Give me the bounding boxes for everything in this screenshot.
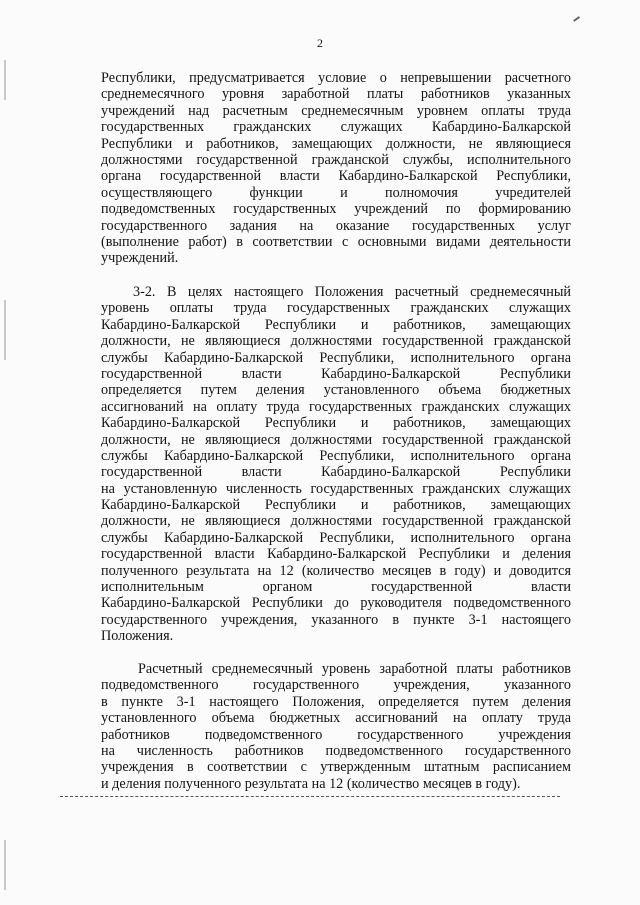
margin-scan-mark [4,300,6,360]
text-line: должности, не являющиеся должностями государственной гражданской [101,513,571,530]
text-line: Республики, предусматривается условие о непревышении расчетного [101,70,571,86]
text-line: Кабардино-Балкарской Республики и работников, замещающих [101,316,571,333]
text-line: Расчетный среднемесячный уровень заработной платы работников [138,661,571,677]
text-line: службы Кабардино-Балкарской Республики, исполнительного органа [101,349,571,366]
page-number: 2 [317,36,323,50]
margin-scan-mark [4,840,6,890]
text-line: государственных гражданских служащих Кабардино-Балкарской [101,119,571,136]
scan-mark [573,16,580,21]
text-line: Кабардино-Балкарской Республики и работников, замещающих [101,497,571,514]
text-line: осуществляющего функции и полномочия учредителей [101,184,571,201]
text-line: учреждения в соответствии с утвержденным штатным расписанием [101,759,571,776]
text-line: государственной власти Кабардино-Балкарской Республики и деления [101,546,571,563]
text-line: подведомственных государственных учреждений по формированию [101,201,571,218]
text-line: (выполнение работ) в соответствии с основными видами деятельности [101,233,571,250]
text-line: исполнительным органом государственной власти [101,579,571,596]
text-line: учреждений. [101,250,179,267]
text-line: органа государственной власти Кабардино-Балкарской Республики, [101,168,571,185]
text-line: уровень оплаты труда государственных гражданских служащих [101,300,571,317]
text-line: 3-2. В целях настоящего Положения расчетный среднемесячный [133,284,571,300]
strikethrough-line [60,796,560,797]
paragraph-1 [101,70,571,267]
text-line: учреждений над расчетным среднемесячным уровнем оплаты труда [101,102,571,119]
text-line: службы Кабардино-Балкарской Республики, исполнительного органа [101,447,571,464]
text-line: должности, не являющиеся должностями государственной гражданской [101,431,571,448]
text-line: среднемесячного уровня заработной платы работников указанных [101,86,571,103]
text-line: Кабардино-Балкарской Республики и работников, замещающих [101,415,571,432]
text-line: полученного результата на 12 (количество месяцев в году) и доводится [101,562,571,579]
text-line: должностями государственной гражданской службы, исполнительного [101,151,571,168]
text-line: установленного объема бюджетных ассигнований на оплату труда [101,710,571,727]
text-line: на численность работников подведомственного государственного [101,742,571,759]
text-line: подведомственного государственного учреждения, указанного [101,677,571,694]
text-line: в пункте 3-1 настоящего Положения, определяется путем деления [101,693,571,710]
text-line: ассигнований на оплату труда государственных гражданских служащих [101,398,571,415]
text-line: должности, не являющиеся должностями государственной гражданской [101,333,571,350]
text-line: службы Кабардино-Балкарской Республики, исполнительного органа [101,529,571,546]
text-line: государственной власти Кабардино-Балкарской Республики [101,464,571,481]
text-line: определяется путем деления установленного объема бюджетных [101,382,571,399]
paragraph-3 [101,661,571,792]
text-line: и деления полученного результата на 12 (количество месяцев в году). [101,775,521,792]
text-line: государственного задания на оказание государственных услуг [101,217,571,234]
text-line: работников подведомственного государственного учреждения [101,726,571,743]
text-line: Положения. [101,628,174,645]
text-line: государственного учреждения, указанного в пункте 3-1 настоящего [101,611,571,628]
text-line: на установленную численность государственных гражданских служащих [101,480,571,497]
text-line: Республики и работников, замещающих должности, не являющиеся [101,135,571,152]
margin-scan-mark [4,60,6,100]
paragraph-2 [101,284,571,645]
text-line: Кабардино-Балкарской Республики до руководителя подведомственного [101,595,571,612]
text-line: государственной власти Кабардино-Балкарской Республики [101,365,571,382]
